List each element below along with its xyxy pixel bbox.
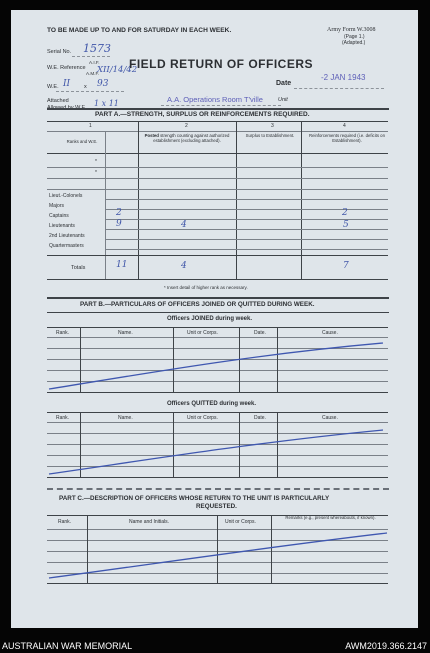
quitted-col-date: Date.: [254, 415, 266, 421]
rank-majors: Majors: [49, 203, 65, 209]
quitted-col-name: Name.: [118, 415, 133, 421]
reinf-lieutenants: 5: [343, 220, 349, 230]
form-title: FIELD RETURN OF OFFICERS: [129, 57, 313, 71]
col-number-3: 3: [271, 123, 274, 129]
quitted-col-rank: Rank.: [56, 415, 70, 421]
unit-stamp: A.A. Operations Room T'ville: [167, 95, 263, 104]
part-b-top-rule: [47, 297, 389, 299]
totals-we: 11: [116, 260, 128, 270]
col-number-2: 2: [185, 123, 188, 129]
joined-strike-line: [47, 327, 388, 393]
totals-label: Totals: [71, 265, 86, 271]
part-c-title-2: REQUESTED.: [196, 503, 237, 510]
part-a-title: PART A.—STRENGTH, SURPLUS OR REINFORCEMENTS REQUIRED.: [95, 111, 310, 118]
allowed-value: 1 x 11: [94, 99, 119, 108]
instruction-text: TO BE MADE UP TO AND FOR SATURDAY IN EACH WEEK.: [47, 27, 232, 34]
col-number-1: 1: [89, 123, 92, 129]
reinf-captains: 2: [342, 208, 348, 218]
date-underline: [294, 88, 384, 89]
part-c-top-rule: [47, 488, 389, 490]
part-c-table: [47, 515, 388, 585]
joined-col-cause: Cause.: [322, 330, 338, 336]
rank-lieutenants: Lieutenants: [49, 223, 75, 229]
we-ref-label: W.E. Reference: [47, 65, 86, 71]
joined-table: [47, 327, 388, 393]
posted-bold: Posted: [144, 133, 159, 138]
joined-col-date: Date.: [254, 330, 266, 336]
footer-left: AUSTRALIAN WAR MEMORIAL: [2, 641, 133, 651]
allowed-label: Allowed by W.E.: [47, 105, 87, 111]
quitted-title: Officers QUITTED during week.: [167, 401, 257, 407]
part-c-col-name: Name and Initials.: [129, 519, 170, 525]
date-stamp: -2 JAN 1943: [321, 73, 366, 82]
aif-label: A.I.F.: [89, 60, 100, 65]
col-header-surplus: Surplus to Establishment.: [245, 133, 295, 138]
part-c-col-remarks: Remarks (e.g., present whereabouts, if known).: [285, 515, 376, 520]
we-x: x: [84, 84, 87, 90]
joined-title: Officers JOINED during week.: [167, 316, 253, 322]
rank-lieut-colonels: Lieut.-Colonels: [49, 193, 83, 199]
date-label: Date: [276, 80, 292, 87]
serial-label: Serial No.: [47, 49, 72, 55]
joined-col-name: Name.: [118, 330, 133, 336]
form-page: [11, 10, 418, 628]
unit-underline: [161, 105, 281, 106]
rank-2nd-lieutenants: 2nd Lieutenants: [49, 233, 85, 239]
amf-label: A.M.F.: [86, 71, 100, 76]
rank-quartermasters: Quartermasters: [49, 243, 84, 249]
joined-col-unit: Unit or Corps.: [187, 330, 218, 336]
rank-captains: Captains: [49, 213, 69, 219]
totals-reinf: 7: [343, 261, 349, 271]
we-underline: [56, 91, 124, 92]
joined-col-rank: Rank.: [56, 330, 70, 336]
serial-underline: [72, 56, 110, 57]
part-c-title-1: PART C.—DESCRIPTION OF OFFICERS WHOSE RETURN TO THE UNIT IS PARTICULARLY: [59, 495, 330, 502]
quitted-table: [47, 412, 388, 478]
col-header-ranks: Ranks and W.E.: [66, 139, 98, 144]
posted-lieutenants: 4: [181, 220, 187, 230]
serial-value: 1573: [83, 42, 111, 55]
rank-row-2: *: [95, 170, 97, 176]
quitted-col-unit: Unit or Corps.: [187, 415, 218, 421]
form-adapted: (Adapted.): [342, 40, 366, 46]
part-a-footnote: * Insert detail of higher rank as necessary.: [164, 285, 248, 290]
unit-label: Unit: [278, 97, 288, 103]
we-lieutenants: 9: [116, 219, 122, 229]
col-header-posted: [138, 134, 236, 144]
totals-posted: 4: [181, 261, 187, 271]
rank-row-1: *: [95, 159, 97, 165]
part-c-col-rank: Rank.: [58, 519, 72, 525]
part-c-col-unit: Unit or Corps.: [225, 519, 256, 525]
we-value-1: II: [63, 79, 71, 89]
we-captains: 2: [116, 208, 122, 218]
we-value-2: 93: [97, 79, 109, 89]
we-label: W.E.: [47, 84, 59, 90]
col-header-reinforcements: Reinforcements required (i.e. deficits on Establishment).: [309, 133, 385, 143]
part-b-title: PART B.—PARTICULARS OF OFFICERS JOINED OR QUITTED DURING WEEK.: [80, 301, 315, 308]
footer-right: AWM2019.366.2147: [345, 641, 427, 651]
form-page: (Page 1.): [344, 34, 365, 40]
footer-bar: [0, 640, 430, 653]
col-number-4: 4: [343, 123, 346, 129]
part-c-strike-line: [47, 515, 388, 585]
posted-rest: strength counting against authorized establishment (excluding attached).: [153, 133, 230, 143]
amf-value: XII/14/42: [97, 65, 138, 75]
quitted-strike-line: [47, 412, 388, 478]
part-a-table: [47, 121, 388, 277]
quitted-col-cause: Cause.: [322, 415, 338, 421]
attached-label: Attached: [47, 98, 69, 104]
form-id: Army Form W.3008: [327, 27, 376, 33]
part-a-top-rule: [47, 108, 389, 110]
